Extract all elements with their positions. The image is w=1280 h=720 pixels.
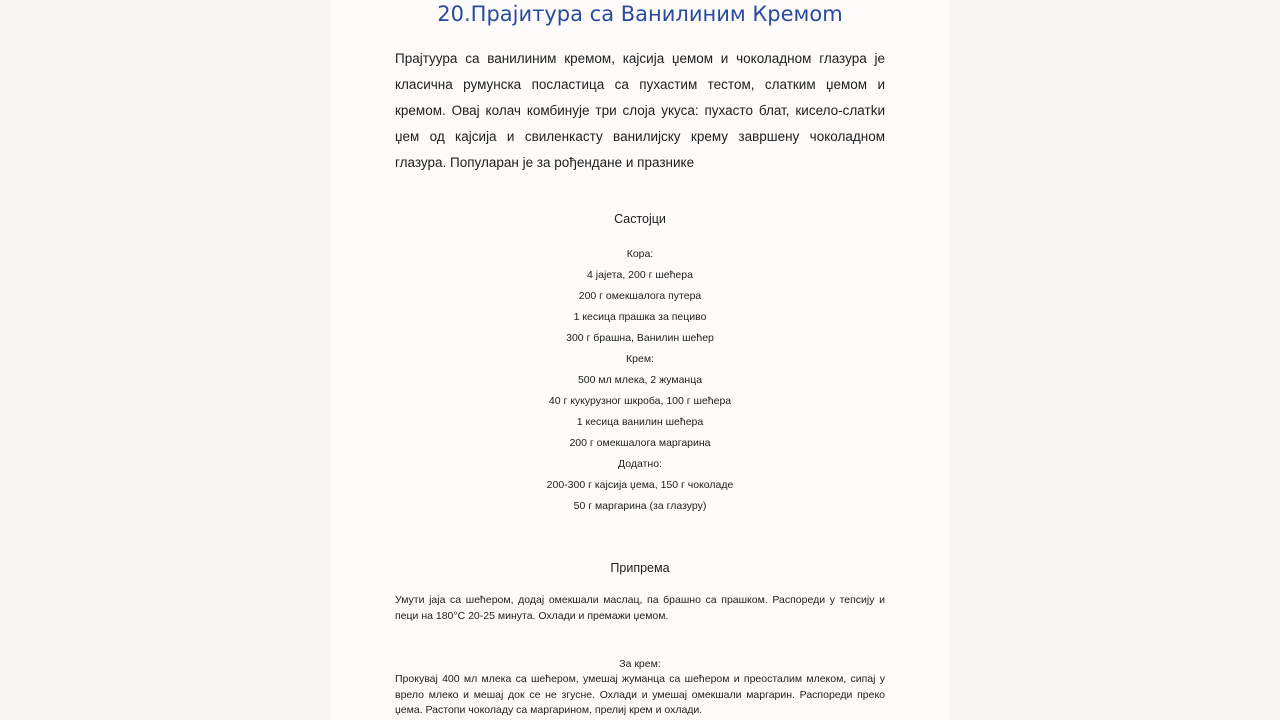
- preparation-step-1: Умути јаја са шећером, додај омекшали маслац, па брашно са прашком. Распореди у тепсију и пеци на 180°C 20-25 минута. Охлади и премажи џемом.: [395, 594, 885, 622]
- ingredient-item: Додатно:: [618, 458, 662, 470]
- ingredient-item: 4 јајета, 200 г шећера: [587, 269, 693, 281]
- ingredient-item: 50 г маргарина (за глазуру): [573, 500, 707, 512]
- preparation-heading: Припрема: [610, 561, 670, 575]
- ingredients-list: [395, 244, 885, 517]
- ingredient-item: 200 г омекшалога маргарина: [569, 437, 711, 449]
- preparation-step-2: Прокувај 400 мл млека са шећером, умешај жуманца са шећером и преосталим млеком, сипај у врело млеко и мешај док се не згусне. Охлади и умешај омекшали маргарин. Распореди преко џема. Растопи чоколаду са маргарином, прелиј крем и охлади.: [395, 673, 885, 716]
- ingredient-item: 1 кесица прашка за пециво: [573, 311, 707, 323]
- ingredient-item: Кора:: [626, 248, 654, 260]
- ingredient-item: 200 г омекшалога путера: [578, 290, 702, 302]
- ingredient-item: 500 мл млека, 2 жуманца: [577, 374, 703, 386]
- ingredient-item: 200-300 г кајсија џема, 150 г чоколаде: [546, 479, 734, 491]
- ingredient-item: 1 кесица ванилин шећера: [576, 416, 704, 428]
- recipe-title: 20.Прајитура са Ванилиним Кремom: [437, 2, 843, 26]
- ingredient-item: 40 г кукурузног шкроба, 100 г шећера: [548, 395, 732, 407]
- cream-subheading: За крем:: [619, 658, 661, 670]
- ingredients-heading: Састојци: [614, 212, 666, 226]
- recipe-intro: Прајтуура са ванилиним кремом, кајсија џемом и чоколадном глазура је класична румунска посластица са пухастим тестом, слатким џемом и кремом. Овај колач комбинује три слоја укуса: пухасто блат, кисело-слатkи џем од кајсија и свиленкасту ванилијску крему завршену чоколадном глазура. Популаран је за рођендане и празнике: [395, 51, 885, 170]
- ingredient-item: 300 г брашна, Ванилин шећер: [566, 332, 714, 344]
- ingredient-item: Крем:: [626, 353, 654, 365]
